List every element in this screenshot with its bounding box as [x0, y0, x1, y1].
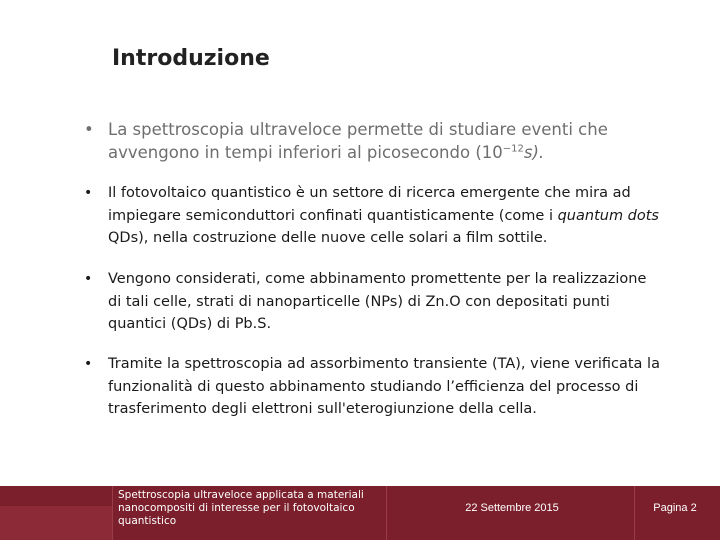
footer-subtitle: Spettroscopia ultraveloce applicata a materiali nanocompositi di interesse per il fotovoltaico quantistico: [118, 489, 364, 527]
footer-page-number: Pagina 2: [653, 502, 697, 514]
intro-bullet-text: La spettroscopia ultraveloce permette di studiare eventi che avvengono in tempi inferiori al picosecondo (10: [108, 120, 608, 162]
slide-title: Introduzione: [112, 46, 270, 71]
bullet-text: Vengono considerati, come abbinamento promettente per la realizzazione di tali celle, strati di nanoparticelle (NPs) di Zn.O con depositati punti quantici (QDs) di Pb.S.: [108, 271, 647, 332]
bullet-icon: •: [84, 120, 94, 139]
footer-divider: [634, 486, 635, 540]
bullet-item: [84, 182, 664, 250]
footer-date: 22 Settembre 2015: [465, 502, 559, 514]
bullet-item: [84, 268, 664, 336]
bullet-text: Il fotovoltaico quantistico è un settore di ricerca emergente che mira ad impiegare semiconduttori confinati quantisticamente (come i: [108, 185, 631, 224]
intro-bullet-exponent: −12: [502, 143, 524, 155]
bullet-icon: •: [84, 271, 93, 287]
intro-bullet-unit: s).: [523, 143, 545, 162]
footer-divider: [386, 486, 387, 540]
bullet-text: Tramite la spettroscopia ad assorbimento transiente (TA), viene verificata la funzionalità di questo abbinamento studiando l’efficienza del processo di trasferimento degli elettroni sull'eterogiunzione della cella.: [108, 356, 660, 417]
intro-bullet: [84, 118, 664, 164]
bullet-text-italic: quantum dots: [557, 207, 659, 224]
bullet-icon: •: [84, 185, 93, 201]
footer-divider: [112, 486, 113, 540]
bullet-item: [84, 353, 664, 421]
bullet-text: QDs), nella costruzione delle nuove celle solari a film sottile.: [108, 230, 548, 246]
footer-accent: [0, 506, 112, 540]
bullet-icon: •: [84, 356, 93, 372]
